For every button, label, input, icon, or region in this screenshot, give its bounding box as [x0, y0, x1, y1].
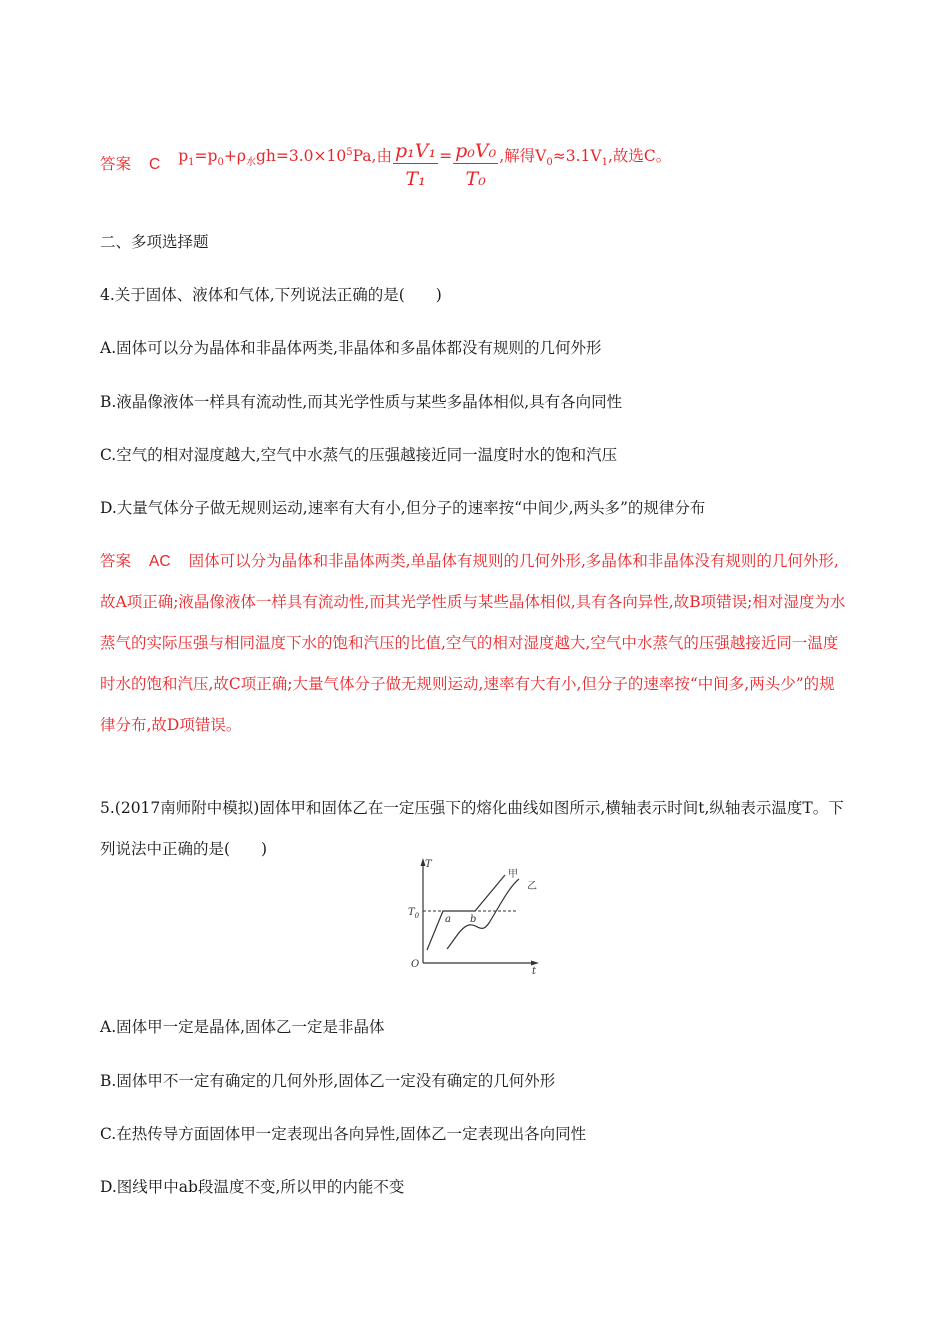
curve-yi-label: 乙 [527, 881, 537, 892]
x-axis-label: t [532, 966, 537, 977]
melting-curve-figure [405, 853, 555, 978]
answer-3: 答案 C $p_1=p_0+\rho_水gh=3.0\times 10^5Pa$,由 $\frac{\text{p₁V₁}}{\text{T₁}}$ = $\frac{\text{p₀V₀}}{\text{T₀}}$ ,解得$V_0\approx 3.1V_1$,故选C。 [100, 140, 672, 190]
question-4-option-c: C.空气的相对湿度越大,空气中水蒸气的压强越接近同一温度时水的饱和汽压 [100, 446, 618, 464]
question-5-option-a: A.固体甲一定是晶体,固体乙一定是非晶体 [100, 1018, 385, 1036]
question-5-option-d: D.图线甲中ab段温度不变,所以甲的内能不变 [100, 1178, 405, 1196]
answer-choice: C [149, 156, 161, 173]
question-5-option-b: B.固体甲不一定有确定的几何外形,固体乙一定没有确定的几何外形 [100, 1072, 556, 1090]
curve-jia-label: 甲 [508, 869, 518, 880]
answer-tail: ,解得$V_0\approx 3.1V_1$,故选C。 [499, 147, 672, 169]
formula: $p_1=p_0+\rho_水gh=3.0\times 10^5Pa$,由 [178, 146, 392, 169]
y-axis-label: T [425, 859, 432, 870]
point-a-label: a [445, 914, 451, 925]
answer-label: 答案 [100, 155, 132, 173]
origin-label: O [411, 959, 420, 970]
question-4-option-a: A.固体可以分为晶体和非晶体两类,非晶体和多晶体都没有规则的几何外形 [100, 339, 602, 357]
fraction-1: $\frac{\text{p₁V₁}}{\text{T₁}}$ [394, 140, 437, 190]
question-5-stem: 5.(2017南师附中模拟)固体甲和固体乙在一定压强下的熔化曲线如图所示,横轴表示时间t,纵轴表示温度T。下列说法中正确的是( ) [100, 799, 844, 858]
answer-4 [100, 541, 850, 746]
point-b-label: b [470, 914, 477, 925]
answer-label: 答案 [100, 552, 132, 570]
question-5-option-c: C.在热传导方面固体甲一定表现出各向异性,固体乙一定表现出各向同性 [100, 1125, 587, 1143]
answer-choice: AC [149, 553, 171, 570]
section-title: 二、多项选择题 [100, 233, 209, 251]
question-4-stem: 4.关于固体、液体和气体,下列说法正确的是( ) [100, 286, 442, 304]
fraction-2: $\frac{\text{p₀V₀}}{\text{T₀}}$ [455, 140, 497, 190]
answer-explanation: 固体可以分为晶体和非晶体两类,单晶体有规则的几何外形,多晶体和非晶体没有规则的几何外形,故A项正确;液晶像液体一样具有流动性,而其光学性质与某些晶体相似,具有各向异性,故B项错误;相对湿度为水蒸气的实际压强与相同温度下水的饱和汽压的比值,空气的相对湿度越大,空气中水蒸气的压强越接近同一温度时水的饱和汽压,故C项正确;大量气体分子做无规则运动,速率有大有小,但分子的速率按“中间多,两头少”的规律分布,故D项错误。 [100, 552, 846, 734]
question-4-option-b: B.液晶像液体一样具有流动性,而其光学性质与某些多晶体相似,具有各向同性 [100, 393, 623, 411]
t0-label: $T_0$ [408, 907, 420, 920]
question-4-option-d: D.大量气体分子做无规则运动,速率有大有小,但分子的速率按“中间少,两头多”的规律分布 [100, 499, 706, 517]
